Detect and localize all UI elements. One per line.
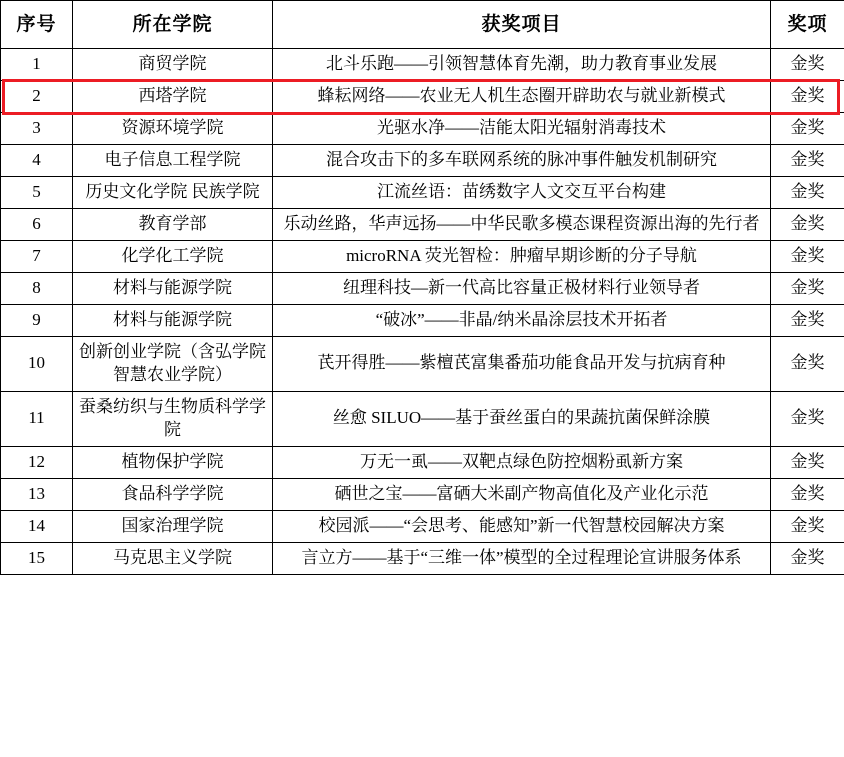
- row-index: 13: [1, 478, 73, 510]
- table-header: [1, 1, 844, 49]
- row-college: 西塔学院: [73, 81, 273, 113]
- column-header-award: 奖项: [771, 1, 844, 49]
- row-college: 创新创业学院（含弘学院 智慧农业学院）: [73, 337, 273, 392]
- row-project: “破冰”——非晶/纳米晶涂层技术开拓者: [273, 305, 771, 337]
- table-row: [1, 209, 844, 241]
- row-award: 金奖: [771, 113, 844, 145]
- row-college: 材料与能源学院: [73, 305, 273, 337]
- row-index: 1: [1, 49, 73, 81]
- row-project: 乐动丝路，华声远扬——中华民歌多模态课程资源出海的先行者: [273, 209, 771, 241]
- table-row: [1, 113, 844, 145]
- table-row: [1, 478, 844, 510]
- table-row: [1, 177, 844, 209]
- row-college: 食品科学学院: [73, 478, 273, 510]
- table-row-highlighted: [1, 81, 844, 113]
- table-row: [1, 273, 844, 305]
- row-index: 5: [1, 177, 73, 209]
- row-college: 电子信息工程学院: [73, 145, 273, 177]
- row-project: 言立方——基于“三维一体”模型的全过程理论宣讲服务体系: [273, 542, 771, 574]
- row-project: 校园派——“会思考、能感知”新一代智慧校园解决方案: [273, 510, 771, 542]
- row-index: 8: [1, 273, 73, 305]
- table-body: [1, 49, 844, 575]
- row-college: 历史文化学院 民族学院: [73, 177, 273, 209]
- column-header-college: 所在学院: [73, 1, 273, 49]
- row-award: 金奖: [771, 542, 844, 574]
- row-project: 北斗乐跑——引领智慧体育先潮，助力教育事业发展: [273, 49, 771, 81]
- row-index: 14: [1, 510, 73, 542]
- row-college: 商贸学院: [73, 49, 273, 81]
- row-college: 化学化工学院: [73, 241, 273, 273]
- table-row: [1, 145, 844, 177]
- row-index: 15: [1, 542, 73, 574]
- row-index: 4: [1, 145, 73, 177]
- row-project: 江流丝语：苗绣数字人文交互平台构建: [273, 177, 771, 209]
- row-college: 蚕桑纺织与生物质科学学院: [73, 391, 273, 446]
- table-row: [1, 305, 844, 337]
- row-award: 金奖: [771, 337, 844, 392]
- row-college: 教育学部: [73, 209, 273, 241]
- table-row: [1, 446, 844, 478]
- row-award: 金奖: [771, 273, 844, 305]
- column-header-index: 序号: [1, 1, 73, 49]
- row-project: 混合攻击下的多车联网系统的脉冲事件触发机制研究: [273, 145, 771, 177]
- row-award: 金奖: [771, 241, 844, 273]
- row-college: 材料与能源学院: [73, 273, 273, 305]
- row-project: 纽理科技—新一代高比容量正极材料行业领导者: [273, 273, 771, 305]
- row-award: 金奖: [771, 305, 844, 337]
- row-project: microRNA 荧光智检：肿瘤早期诊断的分子导航: [273, 241, 771, 273]
- table-row: [1, 337, 844, 392]
- row-award: 金奖: [771, 145, 844, 177]
- row-college: 资源环境学院: [73, 113, 273, 145]
- row-project: 芪开得胜——紫檀芪富集番茄功能食品开发与抗病育种: [273, 337, 771, 392]
- row-project: 万无一虱——双靶点绿色防控烟粉虱新方案: [273, 446, 771, 478]
- table-row: [1, 241, 844, 273]
- row-college: 马克思主义学院: [73, 542, 273, 574]
- row-index: 2: [1, 81, 73, 113]
- row-award: 金奖: [771, 81, 844, 113]
- row-index: 6: [1, 209, 73, 241]
- row-award: 金奖: [771, 49, 844, 81]
- row-index: 3: [1, 113, 73, 145]
- row-award: 金奖: [771, 391, 844, 446]
- row-college: 植物保护学院: [73, 446, 273, 478]
- row-project: 硒世之宝——富硒大米副产物高值化及产业化示范: [273, 478, 771, 510]
- table-header-row: [1, 1, 844, 49]
- row-index: 11: [1, 391, 73, 446]
- row-college: 国家治理学院: [73, 510, 273, 542]
- row-index: 12: [1, 446, 73, 478]
- row-award: 金奖: [771, 177, 844, 209]
- row-project: 丝愈 SILUO——基于蚕丝蛋白的果蔬抗菌保鲜涂膜: [273, 391, 771, 446]
- table-row: [1, 49, 844, 81]
- row-index: 10: [1, 337, 73, 392]
- table-row: [1, 542, 844, 574]
- table-row: [1, 391, 844, 446]
- row-index: 9: [1, 305, 73, 337]
- table-row: [1, 510, 844, 542]
- row-award: 金奖: [771, 446, 844, 478]
- column-header-project: 获奖项目: [273, 1, 771, 49]
- row-project: 蜂耘网络——农业无人机生态圈开辟助农与就业新模式: [273, 81, 771, 113]
- row-index: 7: [1, 241, 73, 273]
- row-project: 光驱水净——洁能太阳光辐射消毒技术: [273, 113, 771, 145]
- row-award: 金奖: [771, 510, 844, 542]
- row-award: 金奖: [771, 478, 844, 510]
- row-award: 金奖: [771, 209, 844, 241]
